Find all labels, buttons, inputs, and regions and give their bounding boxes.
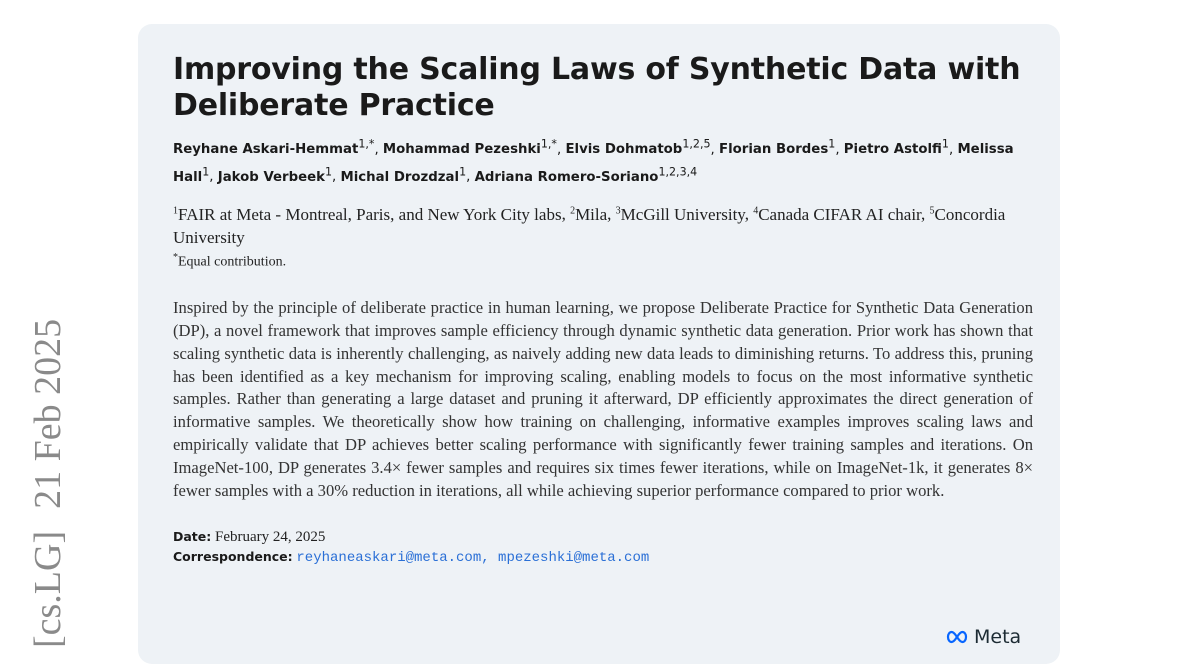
- meta-logo-text: Meta: [974, 626, 1022, 648]
- author-affiliation-sup: 1,2,3,4: [658, 165, 698, 179]
- affiliation-sup: 4: [753, 204, 759, 216]
- meta-infinity-icon: [944, 630, 970, 644]
- affiliation-text: Concordia University: [173, 204, 1006, 247]
- author-affiliation-sup: 1: [941, 138, 949, 151]
- author: [173, 138, 375, 158]
- correspondence-emails[interactable]: reyhaneaskari@meta.com, mpezeshki@meta.com: [296, 550, 650, 567]
- affiliation: [570, 205, 607, 224]
- affiliation-text: FAIR at Meta - Montreal, Paris, and New York City labs: [178, 204, 562, 224]
- affiliation-text: McGill University: [620, 204, 745, 224]
- date-value: February 24, 2025: [215, 529, 326, 546]
- author: [565, 138, 711, 158]
- affiliation-text: Canada CIFAR AI chair: [758, 204, 922, 224]
- author-affiliation-sup: 1: [324, 165, 333, 179]
- affiliation-sup: 3: [615, 204, 621, 216]
- abstract: Inspired by the principle of deliberate practice in human learning, we propose Deliberate Practice for Synthetic Data Generation (DP), a novel framework that improves sample efficiency through dynamic synthetic data generation. Prior work has shown that scaling synthetic data is inherently challenging, as naively adding new data leads to diminishing returns. To address this, pruning has been identified as a key mechanism for improving scaling, enabling models to focus on the most informative synthetic samples. Rather than generating a large dataset and pruning it afterward, DP efficiently approximates the direct generation of informative samples. We theoretically show how training on challenging, informative examples improves scaling laws and empirically validate that DP achieves better scaling performance with significantly fewer training samples and iterations. On ImageNet-100, DP generates 3.4× fewer samples and requires six times fewer iterations, while on ImageNet-1k, it generates 8× fewer samples with a 30% reduction in iterations, all while achieving superior performance compared to prior work.: [173, 298, 1033, 500]
- author: [382, 138, 557, 158]
- arxiv-date: 21 Feb 2025: [27, 318, 69, 509]
- author-list: Reyhane Askari-Hemmat$^{1,*}$, Mohammad Pezeshki$^{1,*}$, Elvis Dohmatob$^{1,2,5}$, Florian Bordes$^1$, Pietro Astolfi$^1$, Melissa Hall$^1$, Jakob Verbeek$^1$, Michal Drozdzal$^1$, Adriana Romero-Soriano$^{1,2,3,4}$: [173, 138, 1014, 185]
- meta-logo: [944, 626, 1021, 648]
- author-affiliation-sup: 1,2,5: [682, 138, 711, 151]
- author-affiliation-sup: 1,*: [540, 138, 557, 151]
- author-name: Mohammad Pezeshki: [382, 142, 541, 158]
- affiliation-sup: 1: [173, 204, 178, 216]
- equal-contribution-note: [173, 249, 1033, 272]
- author-name: Florian Bordes: [719, 142, 829, 158]
- arxiv-category: [cs.LG]: [27, 530, 69, 648]
- paper-card: [138, 24, 1060, 664]
- date-label: Date:: [173, 529, 212, 545]
- author-name: Melissa Hall: [173, 142, 1014, 185]
- author-affiliation-sup: 1: [459, 165, 467, 179]
- paper-content: [173, 52, 1033, 567]
- affiliation: [173, 205, 562, 224]
- affiliations: $^1$FAIR at Meta - Montreal, Paris, and New York City labs, $^2$Mila, $^3$McGill University, $^4$Canada CIFAR AI chair, $^5$Concordia University: [173, 204, 1006, 247]
- author: [719, 138, 836, 158]
- author-name: Pietro Astolfi: [843, 142, 942, 158]
- equal-sup: *: [173, 251, 178, 263]
- paper-title: Improving the Scaling Laws of Synthetic Data with Deliberate Practice: [173, 52, 1021, 123]
- arxiv-side-stamp: [18, 308, 78, 648]
- affiliation: [616, 205, 745, 224]
- author: [217, 165, 333, 185]
- author: [340, 165, 467, 185]
- author-name: Jakob Verbeek: [217, 169, 325, 185]
- correspondence-label: Correspondence:: [173, 549, 293, 565]
- author-name: Michal Drozdzal: [340, 169, 460, 185]
- author-name: Elvis Dohmatob: [565, 142, 683, 158]
- author-name: Reyhane Askari-Hemmat: [173, 142, 359, 158]
- author: [474, 165, 698, 185]
- affiliation-sup: 2: [570, 204, 576, 216]
- affiliation-text: Mila: [575, 204, 608, 224]
- correspondence-line: [173, 548, 1033, 567]
- affiliation: [753, 205, 921, 224]
- paper-meta: [173, 526, 1033, 567]
- affiliation-sup: 5: [929, 204, 935, 216]
- date-line: [173, 526, 1033, 548]
- author-affiliation-sup: 1: [202, 165, 210, 179]
- author-affiliation-sup: 1: [828, 138, 836, 151]
- author: [843, 138, 949, 158]
- equal-text: Equal contribution.: [178, 254, 287, 270]
- author-name: Adriana Romero-Soriano: [474, 169, 659, 185]
- author-affiliation-sup: 1,*: [358, 138, 375, 151]
